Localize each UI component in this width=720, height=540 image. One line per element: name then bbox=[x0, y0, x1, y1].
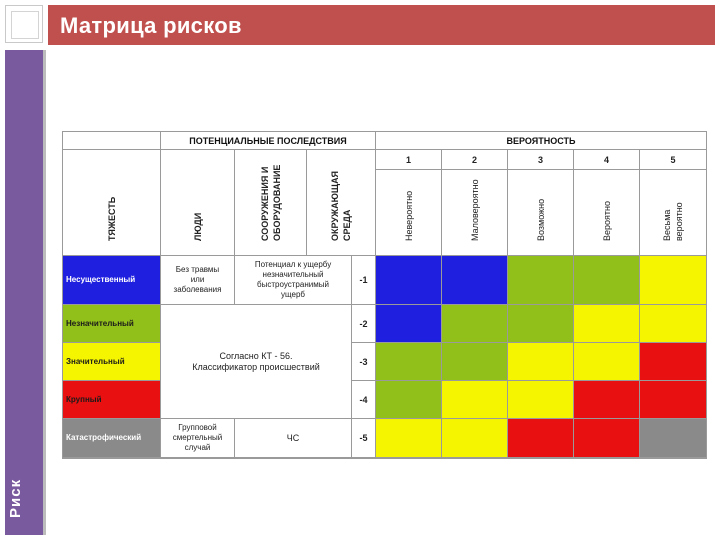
merged-note-line-2: Классификатор происшествий bbox=[192, 361, 320, 372]
risk-cell-r2-c5 bbox=[640, 305, 707, 343]
people-row-1-line-1: Без травмы bbox=[175, 265, 220, 274]
environment-column-label-1: ОКРУЖАЮЩАЯ bbox=[330, 170, 340, 241]
severity-row-2: Незначительный bbox=[63, 305, 161, 343]
prob-label-cell-2 bbox=[442, 170, 508, 256]
prob-label-cell-5 bbox=[640, 170, 707, 256]
people-row-5-line-2: смертельный bbox=[172, 433, 223, 442]
risk-cell-r1-c5 bbox=[640, 256, 707, 305]
risk-cell-r3-c2 bbox=[442, 343, 508, 381]
risk-cell-r5-c4 bbox=[574, 419, 640, 458]
severity-code-4: -4 bbox=[352, 381, 376, 419]
risk-cell-r2-c4 bbox=[574, 305, 640, 343]
equipment-row-1-line-1: Потенциал к ущербу bbox=[254, 260, 332, 269]
prob-label-4: Вероятно bbox=[601, 201, 612, 241]
severity-code-2: -2 bbox=[352, 305, 376, 343]
equipment-column-header bbox=[235, 150, 307, 256]
title-bar bbox=[48, 5, 715, 45]
people-row-5-line-1: Групповой bbox=[178, 423, 217, 432]
prob-number-5: 5 bbox=[640, 150, 707, 170]
risk-cell-r2-c3 bbox=[508, 305, 574, 343]
people-column-label: ЛЮДИ bbox=[192, 212, 203, 241]
slide-title: Матрица рисков bbox=[60, 13, 242, 38]
side-label: Риск bbox=[7, 478, 24, 518]
prob-label-cell-4 bbox=[574, 170, 640, 256]
equipment-row-1-line-2: незначительный bbox=[262, 270, 324, 279]
severity-code-1: -1 bbox=[352, 256, 376, 305]
risk-cell-r1-c3 bbox=[508, 256, 574, 305]
risk-cell-r1-c4 bbox=[574, 256, 640, 305]
severity-column-header bbox=[63, 150, 161, 256]
equipment-column-label-2: ОБОРУДОВАНИЕ bbox=[271, 164, 282, 241]
probability-header: ВЕРОЯТНОСТЬ bbox=[376, 132, 707, 150]
equipment-row-1-line-3: быстроустранимый bbox=[257, 280, 329, 289]
prob-number-1: 1 bbox=[376, 150, 442, 170]
risk-cell-r2-c2 bbox=[442, 305, 508, 343]
risk-cell-r5-c5 bbox=[640, 419, 707, 458]
risk-cell-r2-c1 bbox=[376, 305, 442, 343]
risk-cell-r3-c5 bbox=[640, 343, 707, 381]
risk-cell-r1-c2 bbox=[442, 256, 508, 305]
risk-cell-r4-c5 bbox=[640, 381, 707, 419]
equipment-row-5: ЧС bbox=[235, 419, 352, 458]
severity-row-5: Катастрофический bbox=[63, 419, 161, 458]
merged-note bbox=[161, 305, 352, 419]
prob-label-cell-1 bbox=[376, 170, 442, 256]
risk-cell-r4-c4 bbox=[574, 381, 640, 419]
risk-cell-r3-c1 bbox=[376, 343, 442, 381]
people-row-1-line-3: заболевания bbox=[173, 285, 222, 294]
consequences-header: ПОТЕНЦИАЛЬНЫЕ ПОСЛЕДСТВИЯ bbox=[161, 132, 376, 150]
risk-cell-r3-c4 bbox=[574, 343, 640, 381]
side-divider bbox=[43, 50, 46, 535]
severity-row-3: Значительный bbox=[63, 343, 161, 381]
risk-cell-r1-c1 bbox=[376, 256, 442, 305]
risk-cell-r5-c1 bbox=[376, 419, 442, 458]
prob-label-5: Весьма bbox=[662, 209, 672, 241]
severity-row-4: Крупный bbox=[63, 381, 161, 419]
people-row-5 bbox=[161, 419, 235, 458]
severity-code-5: -5 bbox=[352, 419, 376, 458]
corner-cell bbox=[63, 132, 161, 150]
prob-label-3: Возможно bbox=[535, 198, 546, 241]
people-column-header bbox=[161, 150, 235, 256]
equipment-row-1-line-4: ущерб bbox=[281, 290, 305, 299]
risk-cell-r3-c3 bbox=[508, 343, 574, 381]
environment-column-label-2: СРЕДА bbox=[342, 209, 352, 241]
risk-cell-r5-c3 bbox=[508, 419, 574, 458]
people-row-5-line-3: случай bbox=[184, 443, 211, 452]
prob-label-1: Невероятно bbox=[403, 190, 414, 241]
severity-column-label: ТЯЖЕСТЬ bbox=[106, 196, 117, 241]
prob-label-5-line2: вероятно bbox=[674, 202, 684, 241]
risk-cell-r4-c1 bbox=[376, 381, 442, 419]
prob-number-4: 4 bbox=[574, 150, 640, 170]
prob-label-2: Маловероятно bbox=[469, 179, 480, 241]
prob-label-cell-3 bbox=[508, 170, 574, 256]
severity-row-1: Несущественный bbox=[63, 256, 161, 305]
equipment-column-label-1: СООРУЖЕНИЯ И bbox=[259, 166, 270, 241]
risk-cell-r4-c3 bbox=[508, 381, 574, 419]
people-row-1 bbox=[161, 256, 235, 305]
merged-note-line-1: Согласно КТ - 56. bbox=[219, 350, 293, 361]
prob-number-2: 2 bbox=[442, 150, 508, 170]
corner-decoration bbox=[5, 5, 43, 43]
risk-cell-r5-c2 bbox=[442, 419, 508, 458]
prob-number-3: 3 bbox=[508, 150, 574, 170]
risk-matrix bbox=[62, 131, 707, 459]
side-bar bbox=[5, 50, 43, 535]
severity-code-3: -3 bbox=[352, 343, 376, 381]
environment-column-header bbox=[307, 150, 376, 256]
risk-cell-r4-c2 bbox=[442, 381, 508, 419]
people-row-1-line-2: или bbox=[190, 275, 205, 284]
equipment-row-1 bbox=[235, 256, 352, 305]
